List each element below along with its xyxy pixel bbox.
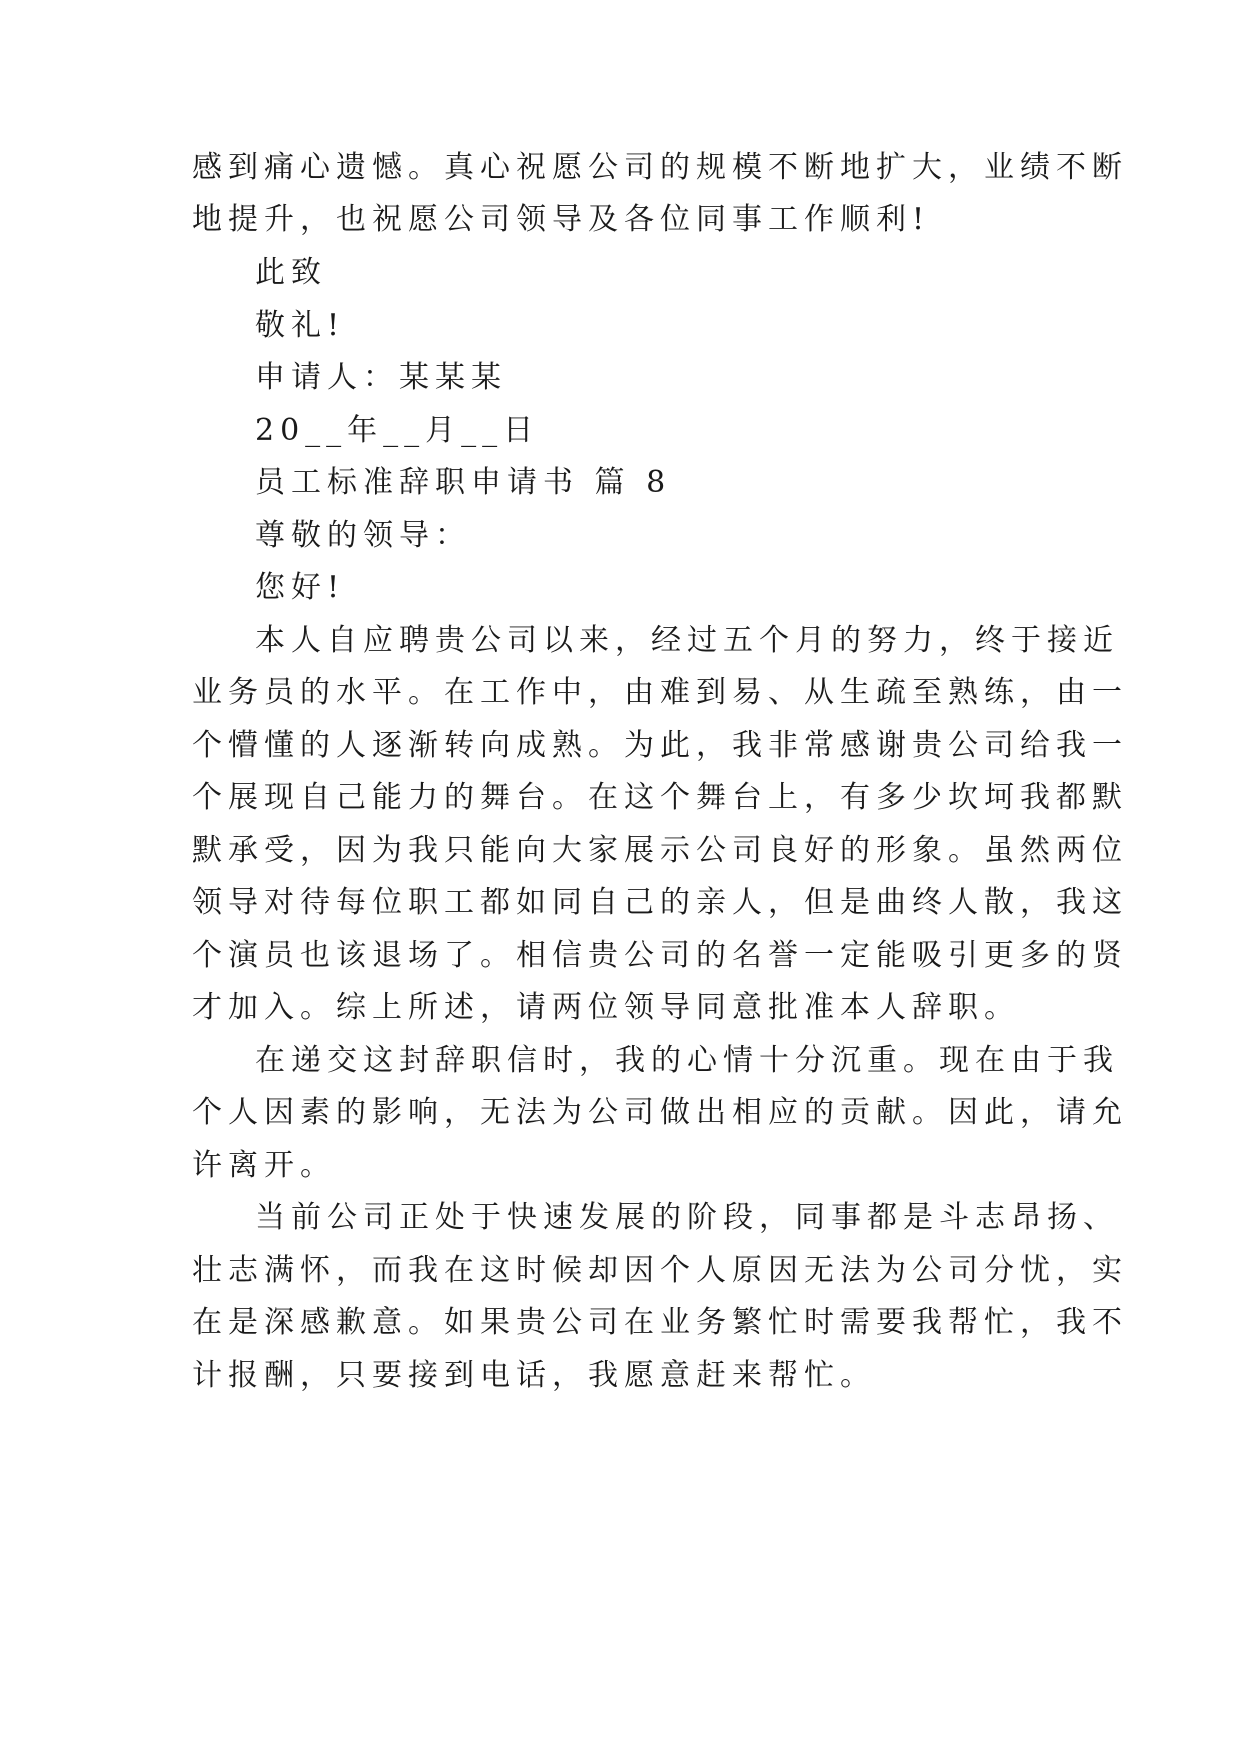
- body-text-line: 默承受，因为我只能向大家展示公司良好的形象。虽然两位: [192, 833, 1128, 868]
- body-text-line: 在是深感歉意。如果贵公司在业务繁忙时需要我帮忙，我不: [192, 1305, 1128, 1340]
- body-text-line: 个展现自己能力的舞台。在这个舞台上，有多少坎坷我都默: [192, 780, 1128, 815]
- body-text-line: 在递交这封辞职信时，我的心情十分沉重。现在由于我: [255, 1043, 1119, 1078]
- body-text-line: 许离开。: [192, 1148, 336, 1183]
- closing-regards: 敬礼!: [255, 308, 346, 343]
- body-text-line: 当前公司正处于快速发展的阶段，同事都是斗志昂扬、: [255, 1200, 1119, 1235]
- body-text-line: 壮志满怀，而我在这时候却因个人原因无法为公司分忧，实: [192, 1253, 1128, 1288]
- closing-salutation: 此致: [255, 255, 327, 290]
- body-text-line: 感到痛心遗憾。真心祝愿公司的规模不断地扩大，业绩不断: [192, 150, 1128, 185]
- body-text-line: 个演员也该退场了。相信贵公司的名誉一定能吸引更多的贤: [192, 938, 1128, 973]
- body-text-line: 地提升，也祝愿公司领导及各位同事工作顺利!: [192, 202, 931, 237]
- date-line: 20__年__月__日: [255, 413, 540, 448]
- body-text-line: 领导对待每位职工都如同自己的亲人，但是曲终人散，我这: [192, 885, 1128, 920]
- greeting: 尊敬的领导：: [255, 518, 471, 553]
- body-text-line: 业务员的水平。在工作中，由难到易、从生疏至熟练，由一: [192, 675, 1128, 710]
- body-text-line: 才加入。综上所述，请两位领导同意批准本人辞职。: [192, 990, 1020, 1025]
- applicant-signature: 申请人：某某某: [255, 360, 507, 395]
- body-text-line: 个人因素的影响，无法为公司做出相应的贡献。因此，请允: [192, 1095, 1128, 1130]
- section-title: 员工标准辞职申请书 篇 8: [255, 465, 672, 500]
- body-text-line: 本人自应聘贵公司以来，经过五个月的努力，终于接近: [255, 623, 1119, 658]
- body-text-line: 计报酬，只要接到电话，我愿意赶来帮忙。: [192, 1358, 876, 1393]
- greeting-hello: 您好!: [255, 570, 346, 605]
- body-text-line: 个懵懂的人逐渐转向成熟。为此，我非常感谢贵公司给我一: [192, 728, 1128, 763]
